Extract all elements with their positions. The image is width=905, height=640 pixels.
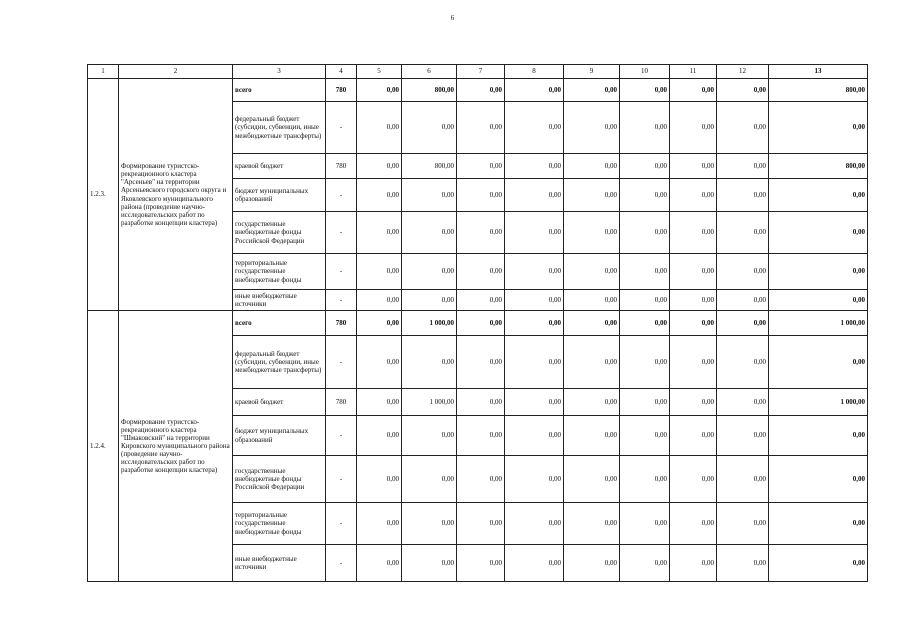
cell: 0,00 xyxy=(457,311,505,336)
header-cell: 12 xyxy=(717,65,769,79)
funding-source: бюджет муниципальных образований xyxy=(233,416,326,456)
page-number: 6 xyxy=(450,14,455,22)
cell: 0,00 xyxy=(717,212,769,254)
cell: 1 000,00 xyxy=(402,311,457,336)
funding-source: федеральный бюджет (субсидии, субвенции, иные межбюджетные трансферты) xyxy=(233,102,326,154)
cell: 780 xyxy=(326,154,357,179)
cell: 0,00 xyxy=(670,290,717,311)
cell: 0,00 xyxy=(505,389,564,416)
cell: 0,00 xyxy=(505,79,564,102)
cell: 0,00 xyxy=(357,79,402,102)
cell: 0,00 xyxy=(457,179,505,212)
cell: 0,00 xyxy=(402,545,457,582)
cell: 0,00 xyxy=(505,545,564,582)
cell: 0,00 xyxy=(670,416,717,456)
cell: 0,00 xyxy=(505,311,564,336)
cell: 780 xyxy=(326,311,357,336)
cell: 800,00 xyxy=(402,79,457,102)
cell: - xyxy=(326,336,357,389)
cell: 0,00 xyxy=(564,102,620,154)
cell: 0,00 xyxy=(564,503,620,545)
cell: 0,00 xyxy=(457,456,505,503)
funding-source: территориальные государственные внебюджетные фонды xyxy=(233,254,326,290)
cell: 0,00 xyxy=(564,154,620,179)
cell: 0,00 xyxy=(564,311,620,336)
header-cell: 6 xyxy=(402,65,457,79)
cell: 0,00 xyxy=(717,290,769,311)
header-cell: 8 xyxy=(505,65,564,79)
cell: 0,00 xyxy=(505,179,564,212)
table-row xyxy=(88,79,868,102)
cell: 0,00 xyxy=(564,545,620,582)
cell: 0,00 xyxy=(670,311,717,336)
cell: - xyxy=(326,254,357,290)
funding-source: федеральный бюджет (субсидии, субвенции, иные межбюджетные трансферты) xyxy=(233,336,326,389)
cell: 0,00 xyxy=(670,154,717,179)
funding-source: иные внебюджетные источники xyxy=(233,290,326,311)
cell: 0,00 xyxy=(620,503,670,545)
cell: 0,00 xyxy=(620,389,670,416)
header-cell: 13 xyxy=(769,65,868,79)
cell: 0,00 xyxy=(457,545,505,582)
cell: 0,00 xyxy=(620,336,670,389)
cell: 0,00 xyxy=(717,416,769,456)
cell: 0,00 xyxy=(505,154,564,179)
cell: 0,00 xyxy=(717,179,769,212)
header-cell: 10 xyxy=(620,65,670,79)
cell: 0,00 xyxy=(620,79,670,102)
funding-source: краевой бюджет xyxy=(233,154,326,179)
cell: 0,00 xyxy=(457,389,505,416)
cell: 0,00 xyxy=(717,311,769,336)
cell: 0,00 xyxy=(357,545,402,582)
cell: - xyxy=(326,456,357,503)
cell: 0,00 xyxy=(564,336,620,389)
cell: 0,00 xyxy=(620,456,670,503)
cell: 0,00 xyxy=(670,102,717,154)
cell: 0,00 xyxy=(564,254,620,290)
cell: 0,00 xyxy=(717,154,769,179)
cell: 0,00 xyxy=(505,336,564,389)
cell: 0,00 xyxy=(620,154,670,179)
cell: 0,00 xyxy=(564,179,620,212)
cell: 0,00 xyxy=(505,456,564,503)
cell: 0,00 xyxy=(505,254,564,290)
cell: 0,00 xyxy=(670,545,717,582)
cell: 0,00 xyxy=(670,212,717,254)
cell: 0,00 xyxy=(769,503,868,545)
cell: 0,00 xyxy=(670,336,717,389)
cell: 0,00 xyxy=(670,503,717,545)
cell: 0,00 xyxy=(505,212,564,254)
cell: 0,00 xyxy=(620,416,670,456)
header-cell: 1 xyxy=(88,65,119,79)
cell: 0,00 xyxy=(457,154,505,179)
funding-source: краевой бюджет xyxy=(233,389,326,416)
cell: 0,00 xyxy=(670,456,717,503)
cell: 0,00 xyxy=(717,389,769,416)
header-cell: 4 xyxy=(326,65,357,79)
cell: 0,00 xyxy=(457,212,505,254)
funding-source: территориальные государственные внебюджетные фонды xyxy=(233,503,326,545)
cell: 0,00 xyxy=(769,212,868,254)
table-row xyxy=(88,311,868,336)
cell: 0,00 xyxy=(505,503,564,545)
cell: 0,00 xyxy=(620,102,670,154)
cell: 0,00 xyxy=(717,79,769,102)
cell: 0,00 xyxy=(564,389,620,416)
cell: 0,00 xyxy=(457,254,505,290)
cell: 0,00 xyxy=(769,545,868,582)
cell: 0,00 xyxy=(457,79,505,102)
cell: 0,00 xyxy=(357,389,402,416)
cell: 0,00 xyxy=(457,102,505,154)
cell: 780 xyxy=(326,79,357,102)
cell: 800,00 xyxy=(769,154,868,179)
cell: 0,00 xyxy=(457,290,505,311)
cell: 0,00 xyxy=(357,416,402,456)
funding-source: государственные внебюджетные фонды Российской Федерации xyxy=(233,212,326,254)
cell: 0,00 xyxy=(620,179,670,212)
header-cell: 3 xyxy=(233,65,326,79)
section-code: 1.2.4. xyxy=(88,311,119,582)
cell: 0,00 xyxy=(402,179,457,212)
cell: - xyxy=(326,416,357,456)
cell: 0,00 xyxy=(357,102,402,154)
cell: 0,00 xyxy=(769,336,868,389)
cell: 0,00 xyxy=(402,212,457,254)
header-cell: 5 xyxy=(357,65,402,79)
cell: 0,00 xyxy=(769,254,868,290)
cell: 0,00 xyxy=(620,254,670,290)
funding-source: иные внебюджетные источники xyxy=(233,545,326,582)
cell: 0,00 xyxy=(564,290,620,311)
cell: 0,00 xyxy=(769,456,868,503)
cell: 0,00 xyxy=(505,290,564,311)
cell: 0,00 xyxy=(564,79,620,102)
cell: 0,00 xyxy=(402,416,457,456)
cell: 0,00 xyxy=(620,290,670,311)
header-cell: 7 xyxy=(457,65,505,79)
cell: 0,00 xyxy=(457,336,505,389)
cell: 0,00 xyxy=(357,503,402,545)
cell: 0,00 xyxy=(357,254,402,290)
cell: - xyxy=(326,290,357,311)
cell: 0,00 xyxy=(357,336,402,389)
cell: - xyxy=(326,179,357,212)
cell: - xyxy=(326,545,357,582)
cell: 0,00 xyxy=(402,456,457,503)
funding-source: всего xyxy=(233,79,326,102)
cell: 1 000,00 xyxy=(402,389,457,416)
cell: 0,00 xyxy=(402,102,457,154)
cell: 1 000,00 xyxy=(769,389,868,416)
cell: - xyxy=(326,212,357,254)
cell: 0,00 xyxy=(505,416,564,456)
cell: 0,00 xyxy=(402,503,457,545)
cell: 0,00 xyxy=(402,290,457,311)
cell: 0,00 xyxy=(769,290,868,311)
cell: 0,00 xyxy=(620,311,670,336)
cell: 0,00 xyxy=(357,154,402,179)
cell: 0,00 xyxy=(564,416,620,456)
section-name: Формирование туристско-рекреационного кластера "Арсеньев" на территории Арсеньевского городского округа и Яковлевского муниципального района (проведение научно-исследовательских работ по разработке концепции кластера) xyxy=(119,79,233,311)
cell: 0,00 xyxy=(457,503,505,545)
cell: 0,00 xyxy=(670,179,717,212)
cell: 0,00 xyxy=(357,179,402,212)
cell: 0,00 xyxy=(769,416,868,456)
cell: 0,00 xyxy=(457,416,505,456)
cell: 0,00 xyxy=(769,102,868,154)
cell: 0,00 xyxy=(357,212,402,254)
cell: 0,00 xyxy=(717,254,769,290)
funding-source: государственные внебюджетные фонды Российской Федерации xyxy=(233,456,326,503)
cell: 0,00 xyxy=(769,179,868,212)
header-cell: 9 xyxy=(564,65,620,79)
cell: 0,00 xyxy=(620,545,670,582)
cell: 0,00 xyxy=(670,389,717,416)
cell: 1 000,00 xyxy=(769,311,868,336)
cell: - xyxy=(326,102,357,154)
cell: 0,00 xyxy=(670,254,717,290)
cell: 800,00 xyxy=(402,154,457,179)
header-cell: 11 xyxy=(670,65,717,79)
funding-source: бюджет муниципальных образований xyxy=(233,179,326,212)
cell: 0,00 xyxy=(357,290,402,311)
cell: 0,00 xyxy=(717,102,769,154)
cell: - xyxy=(326,503,357,545)
cell: 0,00 xyxy=(670,79,717,102)
cell: 0,00 xyxy=(402,336,457,389)
cell: 0,00 xyxy=(402,254,457,290)
cell: 0,00 xyxy=(620,212,670,254)
cell: 780 xyxy=(326,389,357,416)
cell: 0,00 xyxy=(564,456,620,503)
cell: 0,00 xyxy=(717,545,769,582)
cell: 800,00 xyxy=(769,79,868,102)
funding-source: всего xyxy=(233,311,326,336)
budget-table xyxy=(87,64,868,582)
section-name: Формирование туристско-рекреационного кластера "Шмаковский" на территории Кировского муниципального района (проведение научно-исследовательских работ по разработке концепции кластера) xyxy=(119,311,233,582)
section-code: 1.2.3. xyxy=(88,79,119,311)
cell: 0,00 xyxy=(505,102,564,154)
header-cell: 2 xyxy=(119,65,233,79)
cell: 0,00 xyxy=(357,456,402,503)
cell: 0,00 xyxy=(357,311,402,336)
cell: 0,00 xyxy=(564,212,620,254)
cell: 0,00 xyxy=(717,503,769,545)
cell: 0,00 xyxy=(717,456,769,503)
cell: 0,00 xyxy=(717,336,769,389)
header-row xyxy=(88,65,868,79)
